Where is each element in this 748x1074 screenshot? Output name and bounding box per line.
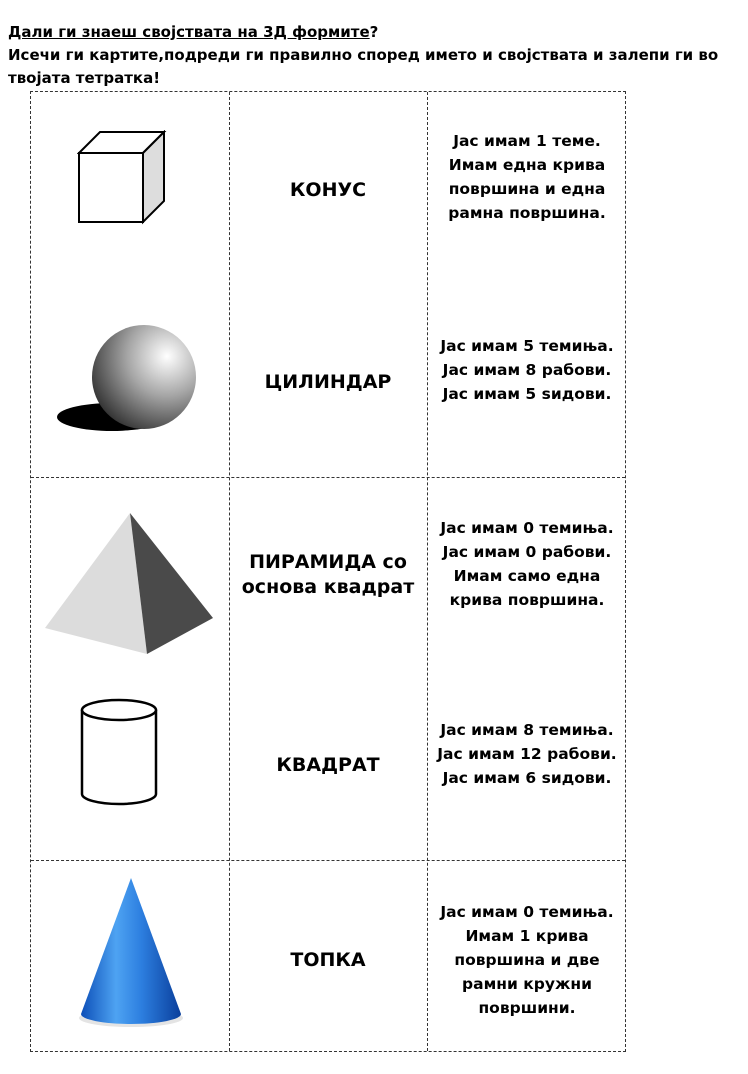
shape-name-card: ТОПКА [290, 948, 366, 971]
cards-table [30, 91, 626, 1052]
property-card: Јас имам 8 темиња. Јас имам 12 рабови. Јас имам 6 ѕидови. [437, 721, 617, 787]
cube-icon [77, 130, 167, 226]
cone-icon [71, 872, 191, 1032]
property-card: Јас имам 1 теме. Имам една крива површина и една рамна површина. [448, 132, 606, 222]
sphere-icon [57, 320, 202, 436]
worksheet-title: Дали ги знаеш својствата на 3Д формите? [8, 23, 379, 41]
shape-name-card: КВАДРАТ [276, 753, 380, 776]
row-divider [31, 477, 625, 478]
pyramid-icon [43, 510, 215, 656]
property-card: Јас имам 5 темиња. Јас имам 8 рабови. Јас имам 5 ѕидови. [440, 337, 614, 403]
shape-name-card: КОНУС [289, 178, 367, 201]
shape-name-card: ЦИЛИНДАР [264, 370, 392, 393]
property-card: Јас имам 0 темиња. Јас имам 0 рабови. Имам само една крива површина. [440, 519, 614, 609]
worksheet-heading [8, 21, 743, 90]
shape-name-card: ПИРАМИДА со основа квадрат [241, 551, 415, 598]
property-card: Јас имам 0 темиња. Имам 1 крива површина и две рамни кружни површини. [440, 903, 614, 1017]
row-divider [31, 860, 625, 861]
worksheet-instruction: Исечи ги картите,подреди ги правилно според името и својствата и залепи ги во твојата тетратка! [8, 46, 719, 87]
cylinder-icon [79, 696, 159, 808]
